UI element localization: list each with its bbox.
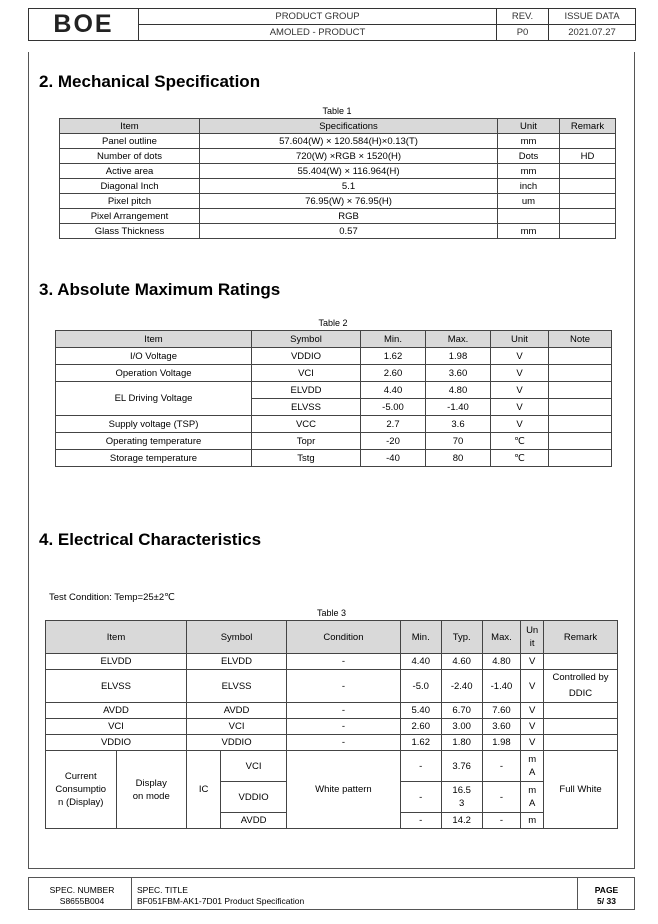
table-3-min: -5.0 [400,670,441,703]
table-1-cell: Active area [60,164,200,179]
content-frame [28,52,635,869]
table-row [46,719,618,735]
table-1-cell [560,179,616,194]
table-3-header-cell: Symbol [187,621,287,654]
table-3-max: -1.40 [482,670,521,703]
table-1-cell [560,134,616,149]
table-2-header-cell: Max. [426,331,491,348]
table-row [46,703,618,719]
table-1-cell: 5.1 [200,179,498,194]
table-3-current-item-line: Consumptio [55,784,107,795]
table-2-item: EL Driving Voltage [56,382,252,416]
table-3-unit [521,813,544,829]
table-3-min: - [400,782,441,813]
table-3-min: - [400,751,441,782]
table-1-cell: 76.95(W) × 76.95(H) [200,194,498,209]
table-3-item: AVDD [46,703,187,719]
table-row [56,433,612,450]
table-3-header-cell: Item [46,621,187,654]
table-3-typ-line: 3 [459,798,465,809]
section-4-title: 4. Electrical Characteristics [39,530,262,549]
table-3-unit: V [521,670,544,703]
table-1-cell: Number of dots [60,149,200,164]
table-row [60,194,616,209]
table-2-unit: V [491,365,549,382]
table-3-remark [544,719,618,735]
table-3-current-item-line: Current [64,771,97,782]
table-3-min: 2.60 [400,719,441,735]
table-row [46,654,618,670]
table-1-cell: 55.404(W) × 116.964(H) [200,164,498,179]
table-1-header-cell: Remark [560,119,616,134]
page-label: PAGE [594,885,619,895]
table-2-item: Supply voltage (TSP) [56,416,252,433]
table-3-header-cell: Condition [287,621,401,654]
table-1-header-cell: Item [60,119,200,134]
table-2-header-cell: Note [549,331,612,348]
table-3-symbol: ELVDD [187,654,287,670]
table-3-current-item [46,751,117,829]
table-3-remark [544,654,618,670]
table-row [46,735,618,751]
table-2-note [549,365,612,382]
table-2-item: I/O Voltage [56,348,252,365]
table-1-cell: 57.604(W) × 120.584(H)×0.13(T) [200,134,498,149]
table-1-cell: mm [498,134,560,149]
table-3-max: 4.80 [482,654,521,670]
table-3-item: VCI [46,719,187,735]
table-3-typ: 14.2 [441,813,482,829]
table-row [60,224,616,239]
table-3-header-cell: Max. [482,621,521,654]
table-3-unit-header [521,621,544,654]
table-1-cell: 720(W) ×RGB × 1520(H) [200,149,498,164]
table-2-note [549,399,612,416]
table-2-item: Operation Voltage [56,365,252,382]
table-2-symbol: Tstg [252,450,361,467]
document-footer [28,877,635,910]
table-row [60,164,616,179]
table-2-max: 4.80 [426,382,491,399]
table-2-min: 2.7 [361,416,426,433]
table-3-symbol: ELVSS [187,670,287,703]
table-3-typ: 6.70 [441,703,482,719]
product-group-value: AMOLED - PRODUCT [139,25,497,41]
issue-label: ISSUE DATA [549,9,636,25]
table-3-condition: - [287,703,401,719]
table-2-unit: V [491,399,549,416]
table-3-typ: 4.60 [441,654,482,670]
table-3-unit: V [521,703,544,719]
table-3-symbol: AVDD [221,813,287,829]
table-3-condition: - [287,719,401,735]
table-2-header-cell: Unit [491,331,549,348]
table-3-ic: IC [187,751,221,829]
table-2-max: 3.6 [426,416,491,433]
table-3-min: 5.40 [400,703,441,719]
table-3-unit-line: m [528,754,537,765]
table-3-display-mode-line: on mode [132,790,170,802]
table-2-header-cell: Item [56,331,252,348]
table-3-typ-line: 16.5 [452,785,471,796]
table-row [56,382,612,399]
table-1-cell: Dots [498,149,560,164]
table-2-symbol: VCC [252,416,361,433]
table-1-cell: um [498,194,560,209]
table-2-symbol: VCI [252,365,361,382]
table-1-cell: Glass Thickness [60,224,200,239]
table-1-cell: Diagonal Inch [60,179,200,194]
table-3-unit-line: A [528,767,536,778]
table-row [56,348,612,365]
table-1-cell [560,209,616,224]
table-2-unit: ℃ [491,450,549,467]
table-2-note [549,382,612,399]
section-2-title: 2. Mechanical Specification [39,72,261,91]
table-1-cell: RGB [200,209,498,224]
table-1-cell: Pixel pitch [60,194,200,209]
table-2-max-ratings [55,330,612,467]
rev-value: P0 [497,25,549,41]
company-logo: BOE [29,9,139,41]
table-1-cell: HD [560,149,616,164]
table-row [56,450,612,467]
table-3-item: VDDIO [46,735,187,751]
table-3-display-mode-line: Display [135,777,167,789]
table-2-max: 70 [426,433,491,450]
table-1-header-cell: Unit [498,119,560,134]
table-3-min: 4.40 [400,654,441,670]
table-2-max: -1.40 [426,399,491,416]
table-2-max: 1.98 [426,348,491,365]
table-3-typ: -2.40 [441,670,482,703]
table-3-min: 1.62 [400,735,441,751]
spec-title-label: SPEC. TITLE [137,885,188,895]
table-1-cell [560,194,616,209]
table-3-max: 1.98 [482,735,521,751]
table-3-current-item-line: n (Display) [58,797,104,808]
issue-value: 2021.07.27 [549,25,636,41]
table-2-min: -20 [361,433,426,450]
spec-page [28,8,635,914]
table-3-typ: 3.76 [441,751,482,782]
rev-label: REV. [497,9,549,25]
table-2-min: -40 [361,450,426,467]
table-3-unit-line: A [528,798,536,809]
table-row [60,149,616,164]
table-2-unit: ℃ [491,433,549,450]
table-2-note [549,348,612,365]
table-2-min: 2.60 [361,365,426,382]
table-2-min: 1.62 [361,348,426,365]
table-3-typ: 3.00 [441,719,482,735]
table-3-unit: V [521,654,544,670]
table-2-unit: V [491,416,549,433]
table-3-item: ELVDD [46,654,187,670]
table-2-symbol: ELVDD [252,382,361,399]
table-2-note [549,450,612,467]
table-3-max: - [482,751,521,782]
page-number: 5/ 33 [597,896,616,906]
table-3-unit-line: m [528,785,537,796]
table-3-condition: - [287,735,401,751]
table-2-header-cell: Min. [361,331,426,348]
table-1-cell [560,224,616,239]
table-3-condition: - [287,670,401,703]
spec-number: S8655B004 [59,896,105,906]
table-2-item: Operating temperature [56,433,252,450]
table-2-unit: V [491,348,549,365]
table-3-symbol: VCI [221,751,287,782]
table-3-unit [521,782,544,813]
table-1-cell [498,209,560,224]
table-3-header-cell: Typ. [441,621,482,654]
table-row [60,134,616,149]
table-1-header-cell: Specifications [200,119,498,134]
table-1-cell: Pixel Arrangement [60,209,200,224]
table-2-symbol: Topr [252,433,361,450]
table-3-remark [544,735,618,751]
table-1-header-row [60,119,616,134]
table-1-mechanical [59,118,616,239]
table-2-caption: Table 2 [318,318,348,328]
table-3-unit-header-line: Un [526,625,539,636]
table-3-electrical [45,620,618,829]
table-3-symbol: VCI [187,719,287,735]
spec-number-label: SPEC. NUMBER [49,885,115,895]
table-3-caption: Table 3 [316,608,347,618]
table-3-max: - [482,782,521,813]
table-3-unit [521,751,544,782]
table-3-symbol: VDDIO [221,782,287,813]
table-1-caption: Table 1 [322,106,352,116]
table-3-header-cell: Min. [400,621,441,654]
document-header [28,8,636,41]
table-1-cell: mm [498,224,560,239]
table-3-condition: - [287,654,401,670]
table-1-cell: inch [498,179,560,194]
table-3-typ [441,782,482,813]
table-2-header-row [56,331,612,348]
table-row [46,751,618,782]
table-3-remark: Full White [544,751,618,829]
table-2-item: Storage temperature [56,450,252,467]
table-3-display-mode [116,751,187,829]
table-row [60,209,616,224]
table-3-unit: V [521,719,544,735]
table-3-symbol: AVDD [187,703,287,719]
table-row [56,365,612,382]
table-3-max: 7.60 [482,703,521,719]
table-3-unit-header-line: it [529,638,535,649]
table-2-min: -5.00 [361,399,426,416]
table-3-min: - [400,813,441,829]
table-3-symbol: VDDIO [187,735,287,751]
table-3-item: ELVSS [46,670,187,703]
section-3-title: 3. Absolute Maximum Ratings [39,280,281,299]
table-2-min: 4.40 [361,382,426,399]
table-3-max: 3.60 [482,719,521,735]
table-row [60,179,616,194]
test-condition: Test Condition: Temp=25±2℃ [49,592,175,603]
table-2-max: 3.60 [426,365,491,382]
table-2-note [549,433,612,450]
table-3-unit-line: m [528,815,537,826]
table-3-header-cell: Remark [544,621,618,654]
table-3-condition: White pattern [287,751,401,829]
table-1-cell: Panel outline [60,134,200,149]
table-3-remark [544,703,618,719]
table-row [46,670,618,703]
table-2-symbol: VDDIO [252,348,361,365]
spec-title: BF051FBM-AK1-7D01 Product Specification [137,896,305,906]
table-3-max: - [482,813,521,829]
table-2-note [549,416,612,433]
table-2-header-cell: Symbol [252,331,361,348]
table-3-unit: V [521,735,544,751]
table-row [56,416,612,433]
table-2-max: 80 [426,450,491,467]
product-group-label: PRODUCT GROUP [139,9,497,25]
table-1-cell [560,164,616,179]
table-3-header-row [46,621,618,654]
table-2-unit: V [491,382,549,399]
table-1-cell: 0.57 [200,224,498,239]
table-2-symbol: ELVSS [252,399,361,416]
table-3-remark: Controlled by DDIC [544,670,618,703]
table-3-typ: 1.80 [441,735,482,751]
table-1-cell: mm [498,164,560,179]
